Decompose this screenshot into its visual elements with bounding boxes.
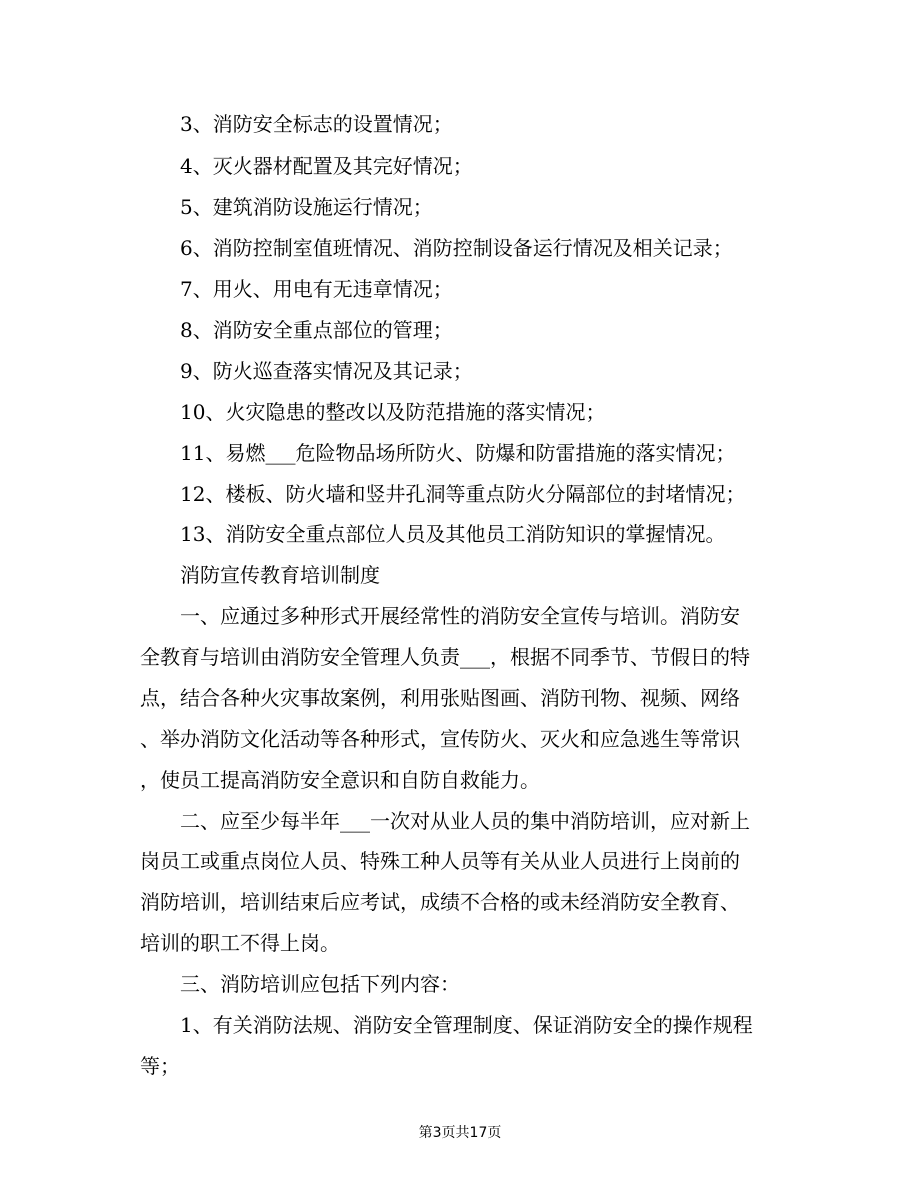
list-item: 10、火灾隐患的整改以及防范措施的落实情况； (180, 400, 606, 424)
list-item: 8、消防安全重点部位的管理； (180, 318, 453, 342)
page-number: 第3页共17页 (418, 1125, 502, 1141)
list-item: 7、用火、用电有无违章情况； (180, 277, 453, 301)
list-item: 4、灭火器材配置及其完好情况； (180, 154, 473, 178)
list-item: 6、消防控制室值班情况、消防控制设备运行情况及相关记录； (180, 236, 733, 260)
paragraph-line: 等； (140, 1054, 180, 1078)
list-item: 3、消防安全标志的设置情况； (180, 112, 453, 136)
paragraph-line: 培训的职工不得上岗。 (140, 931, 340, 955)
paragraph-line: ，使员工提高消防安全意识和自防自救能力。 (140, 768, 540, 792)
list-item: 13、消防安全重点部位人员及其他员工消防知识的掌握情况。 (180, 522, 726, 546)
paragraph-line: 全教育与培训由消防安全管理人负责___，根据不同季节、节假日的特 (140, 645, 750, 669)
paragraph-line: 二、应至少每半年___一次对从业人员的集中消防培训，应对新上 (180, 809, 750, 833)
paragraph-line: 点，结合各种火灾事故案例，利用张贴图画、消防刊物、视频、网络 (140, 686, 740, 710)
paragraph-line: 三、消防培训应包括下列内容： (180, 972, 460, 996)
list-item: 5、建筑消防设施运行情况； (180, 195, 433, 219)
list-item: 9、防火巡查落实情况及其记录； (180, 359, 473, 383)
paragraph-line: 、举办消防文化活动等各种形式，宣传防火、灭火和应急逃生等常识 (140, 727, 740, 751)
paragraph-line: 一、应通过多种形式开展经常性的消防安全宣传与培训。消防安 (180, 604, 740, 628)
paragraph-line: 消防培训，培训结束后应考试，成绩不合格的或未经消防安全教育、 (140, 890, 740, 914)
paragraph-line: 岗员工或重点岗位人员、特殊工种人员等有关从业人员进行上岗前的 (140, 849, 740, 873)
list-item: 11、易燃___危险物品场所防火、防爆和防雷措施的落实情况； (180, 441, 736, 465)
paragraph-line: 1、有关消防法规、消防安全管理制度、保证消防安全的操作规程 (180, 1013, 753, 1037)
list-item: 12、楼板、防火墙和竖井孔洞等重点防火分隔部位的封堵情况； (180, 482, 746, 506)
section-title: 消防宣传教育培训制度 (180, 563, 380, 587)
